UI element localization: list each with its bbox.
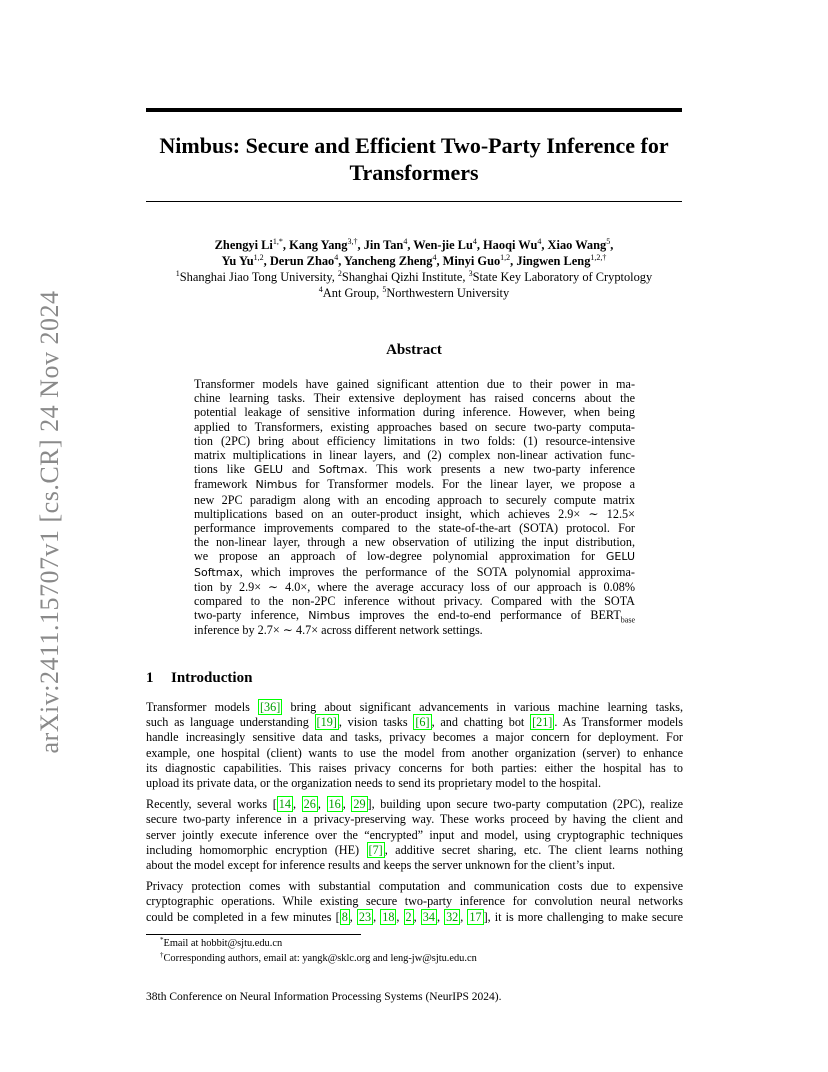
- abstract-line: multiplications based on an outer-product insight, which achieves 2.9× ∼ 12.5×: [194, 506, 635, 521]
- abstract-text: for Transformer models. For the linear layer, we propose a: [297, 477, 636, 492]
- author-affil-mark: 4: [472, 237, 477, 246]
- text-run: ,: [342, 797, 352, 812]
- section-number: 1: [146, 670, 154, 686]
- author-name: Jin Tan: [363, 238, 404, 252]
- author-name: Zhengyi Li: [214, 238, 273, 252]
- abstract-line: tion (2PC) bring about efficiency limitations in two folds: (1) resource-intensive: [194, 433, 635, 448]
- abstract-text: and: [283, 462, 319, 477]
- gelu-term: GELU: [253, 463, 284, 477]
- citation-link[interactable]: [36]: [260, 700, 281, 714]
- abstract-line: applied to Transformers, existing approaches based on secure two-party computa-: [194, 419, 635, 434]
- text-run: ,: [413, 909, 421, 924]
- author-affil-mark: 4: [432, 253, 437, 262]
- affil-mark: 3: [468, 269, 473, 278]
- text-run: ,: [460, 909, 468, 924]
- text-run: ,: [396, 909, 404, 924]
- author-name: Xiao Wang: [547, 238, 607, 252]
- abstract-line: [194, 477, 635, 492]
- citation-link[interactable]: 8: [341, 909, 348, 924]
- author-affil-mark: 4: [537, 237, 542, 246]
- author-affil-mark: 1,*: [272, 237, 283, 246]
- text-line: cryptographic operations. While existing secure two-party inference for convolution neural networks: [146, 894, 683, 909]
- paragraph: [146, 797, 683, 873]
- text-run: Transformer models: [146, 700, 258, 714]
- affiliation-line-2: [146, 285, 682, 301]
- author-block: [146, 237, 682, 301]
- text-line: about the model except for inference results and keeps the server unknown for the client’s input.: [146, 858, 616, 873]
- citation-link[interactable]: [19]: [316, 715, 337, 730]
- text-run: including homomorphic encryption (HE): [146, 842, 367, 857]
- softmax-term: Softmax: [318, 463, 365, 477]
- affiliation: Ant Group,: [322, 286, 383, 300]
- nimbus-term: Nimbus: [308, 609, 350, 623]
- text-line: handle increasingly sensitive data and tasks, privacy becomes a major concern for deployment. For: [146, 730, 683, 745]
- text-line: its diagnostic capabilities. This raises privacy concerns for both parties: either the hospital has to: [146, 760, 683, 775]
- author-name: Jingwen Leng: [516, 254, 591, 268]
- citation-link[interactable]: 34: [422, 909, 435, 924]
- text-line: [146, 715, 683, 730]
- text-run: ], building upon secure two-party computation (2PC), realize: [367, 797, 684, 812]
- text-line: server jointly execute inference over the “encrypted” input and model, using cryptographic techniques: [146, 827, 683, 842]
- footnote-2: [160, 951, 680, 966]
- text-line: upload its private data, or the organization needs to send its proprietary model to the hospital.: [146, 776, 602, 791]
- citation-link[interactable]: [21]: [532, 715, 553, 730]
- text-run: , additive secret sharing, etc. The client learns nothing: [384, 842, 683, 857]
- text-line: [146, 843, 683, 858]
- text-run: ,: [349, 909, 357, 924]
- arxiv-identifier: arXiv:2411.15707v1 [cs.CR] 24 Nov 2024: [35, 290, 64, 754]
- abstract-text: framework: [194, 477, 256, 492]
- abstract-line: [194, 549, 635, 564]
- conference-note: 38th Conference on Neural Information Processing Systems (NeurIPS 2024).: [146, 991, 502, 1003]
- footnote-text: Email at hobbit@sjtu.edu.cn: [163, 938, 283, 949]
- footnote-mark: †: [160, 951, 164, 959]
- abstract-body: [194, 377, 635, 638]
- abstract-text: two-party inference,: [194, 608, 309, 623]
- author-name: Derun Zhao: [269, 254, 335, 268]
- softmax-term: Softmax: [194, 565, 240, 579]
- citation-link[interactable]: 26: [303, 797, 316, 812]
- citation-link[interactable]: 32: [446, 909, 459, 924]
- author-line-1: Zhengyi $Li^{1,*}$, Kang Yang$^{3,\dagger}$, Jin Tan$^4$, Wen-jie Lu$^4$, Haoqi Wu$^4$, Xiao Wang$^5$,: [214, 237, 614, 252]
- abstract-line: inference by 2.7× ∼ 4.7× across different network settings.: [194, 623, 483, 638]
- abstract-line: new 2PC paradigm along with an encoding approach to securely compute matrix: [194, 492, 635, 507]
- abstract-text: improves the end-to-end performance of BERT: [349, 608, 621, 623]
- author-line-2: Yu Yu$^{1,2}$, Derun Zhao$^4$, Yancheng Zheng$^4$, Minyi Guo$^{1,2}$, Jingwen Leng$^{1,2,\dagger}$: [221, 253, 607, 268]
- bert-base-subscript: base: [620, 615, 635, 625]
- author-affil-mark: 4: [334, 253, 339, 262]
- author-affil-mark: 1,2: [500, 253, 511, 262]
- citation-link[interactable]: 17: [469, 909, 482, 924]
- nimbus-term: Nimbus: [255, 478, 298, 492]
- affiliation: Shanghai Qizhi Institute,: [341, 270, 469, 284]
- text-line: [146, 700, 683, 715]
- text-line: Privacy protection comes with substantial computation and communication costs due to expensive: [146, 879, 683, 894]
- paragraph: [146, 879, 683, 925]
- affil-mark: 4: [318, 285, 323, 294]
- text-run: could be completed in a few minutes [: [146, 909, 340, 924]
- abstract-text: tions like: [194, 462, 254, 477]
- section-heading: [146, 670, 252, 687]
- paragraph: [146, 700, 683, 791]
- author-name: Wen-jie Lu: [413, 238, 473, 252]
- affiliation: State Key Laboratory of Cryptology: [472, 270, 653, 284]
- affil-mark: 5: [382, 285, 387, 294]
- abstract-text: . This work presents a new two-party inference: [364, 462, 635, 477]
- citation-link[interactable]: [7]: [368, 842, 383, 857]
- text-line: [146, 910, 683, 925]
- footnote-rule: [146, 934, 361, 935]
- introduction-body: [146, 700, 683, 931]
- text-run: bring about significant advancements in various machine learning tasks,: [282, 700, 683, 714]
- abstract-line: compared to the non-2PC inference without privacy. Compared with the SOTA: [194, 594, 635, 609]
- author-name: Minyi Guo: [442, 254, 501, 268]
- text-run: such as language understanding: [146, 715, 315, 730]
- title-bottom-rule: [146, 201, 682, 202]
- author-name: Kang Yang: [289, 238, 348, 252]
- author-affil-mark: 4: [403, 237, 408, 246]
- citation-link[interactable]: 23: [358, 909, 372, 924]
- citation-link[interactable]: 2: [405, 909, 412, 924]
- author-affil-mark: 1,2: [253, 253, 264, 262]
- gelu-term: GELU: [605, 550, 635, 564]
- citation-link[interactable]: [6]: [415, 715, 430, 730]
- abstract-line: chine learning tasks. Their extensive deployment has raised concerns about the: [194, 391, 635, 406]
- footnotes: [160, 936, 680, 966]
- text-line: secure two-party inference in a privacy-preserving way. These works proceed by having the client and: [146, 812, 683, 827]
- title-line-1: Nimbus: Secure and Efficient Two-Party Inference for: [159, 133, 669, 158]
- abstract-line: [194, 608, 635, 623]
- text-run: ,: [373, 909, 381, 924]
- citation-link[interactable]: 14: [278, 797, 291, 812]
- text-run: ,: [317, 797, 327, 812]
- abstract-line: tion by 2.9× ∼ 4.0×, where the average accuracy loss of our approach is 0.08%: [194, 579, 635, 594]
- text-run: , and chatting bot: [431, 715, 531, 730]
- abstract-heading: Abstract: [386, 342, 442, 358]
- footnote-1: [160, 936, 680, 951]
- text-run: . As Transformer models: [554, 715, 684, 730]
- footnote-mark: *: [160, 936, 164, 944]
- author-name: Yancheng Zheng: [343, 254, 433, 268]
- text-line: [146, 797, 683, 812]
- affiliation: Shanghai Jiao Tong University,: [179, 270, 338, 284]
- abstract-line: potential leakage of sensitive information during inference. However, when being: [194, 405, 635, 420]
- citation-link[interactable]: 16: [328, 797, 341, 812]
- text-run: ], it is more challenging to make secure: [483, 909, 683, 924]
- abstract-line: performance improvements compared to the state-of-the-art (SOTA) protocol. For: [194, 521, 635, 536]
- abstract-line: [194, 565, 635, 580]
- affiliation: Northwestern University: [386, 286, 510, 300]
- paper-title: [146, 132, 682, 186]
- author-affil-mark: 1,2,†: [590, 253, 607, 262]
- affil-mark: 2: [337, 269, 342, 278]
- author-affil-mark: 5: [606, 237, 611, 246]
- affiliation-line-1: [146, 269, 682, 285]
- abstract-line: Transformer models have gained significant attention due to their power in ma-: [194, 377, 635, 391]
- abstract-line: matrix multiplications in linear layers, and (2) complex non-linear activation func-: [194, 448, 635, 463]
- section-title: Introduction: [171, 670, 253, 686]
- abstract-text: we propose an approach of low-degree polynomial approximation for: [194, 549, 606, 564]
- text-line: example, one hospital (client) wants to use the model from another organization (server) to enhance: [146, 745, 683, 760]
- author-affil-mark: 3,†: [347, 237, 358, 246]
- abstract-line: [194, 462, 635, 477]
- abstract-line: the non-linear layer, through a new observation of utilizing the input distribution,: [194, 535, 635, 550]
- author-name: Yu Yu: [221, 254, 254, 268]
- title-top-rule: [146, 108, 682, 112]
- text-run: Recently, several works [: [146, 797, 277, 812]
- citation-link[interactable]: 29: [353, 797, 366, 812]
- abstract-text: , which improves the performance of the SOTA polynomial approxima-: [239, 564, 635, 579]
- title-line-2: Transformers: [349, 160, 479, 185]
- text-run: ,: [292, 797, 302, 812]
- author-name: Haoqi Wu: [483, 238, 538, 252]
- footnote-text: Corresponding authors, email at: yangk@sklc.org and leng-jw@sjtu.edu.cn: [163, 953, 477, 964]
- text-run: , vision tasks: [338, 715, 414, 730]
- affil-mark: 1: [175, 269, 180, 278]
- citation-link[interactable]: 18: [382, 909, 395, 924]
- text-run: ,: [436, 909, 445, 924]
